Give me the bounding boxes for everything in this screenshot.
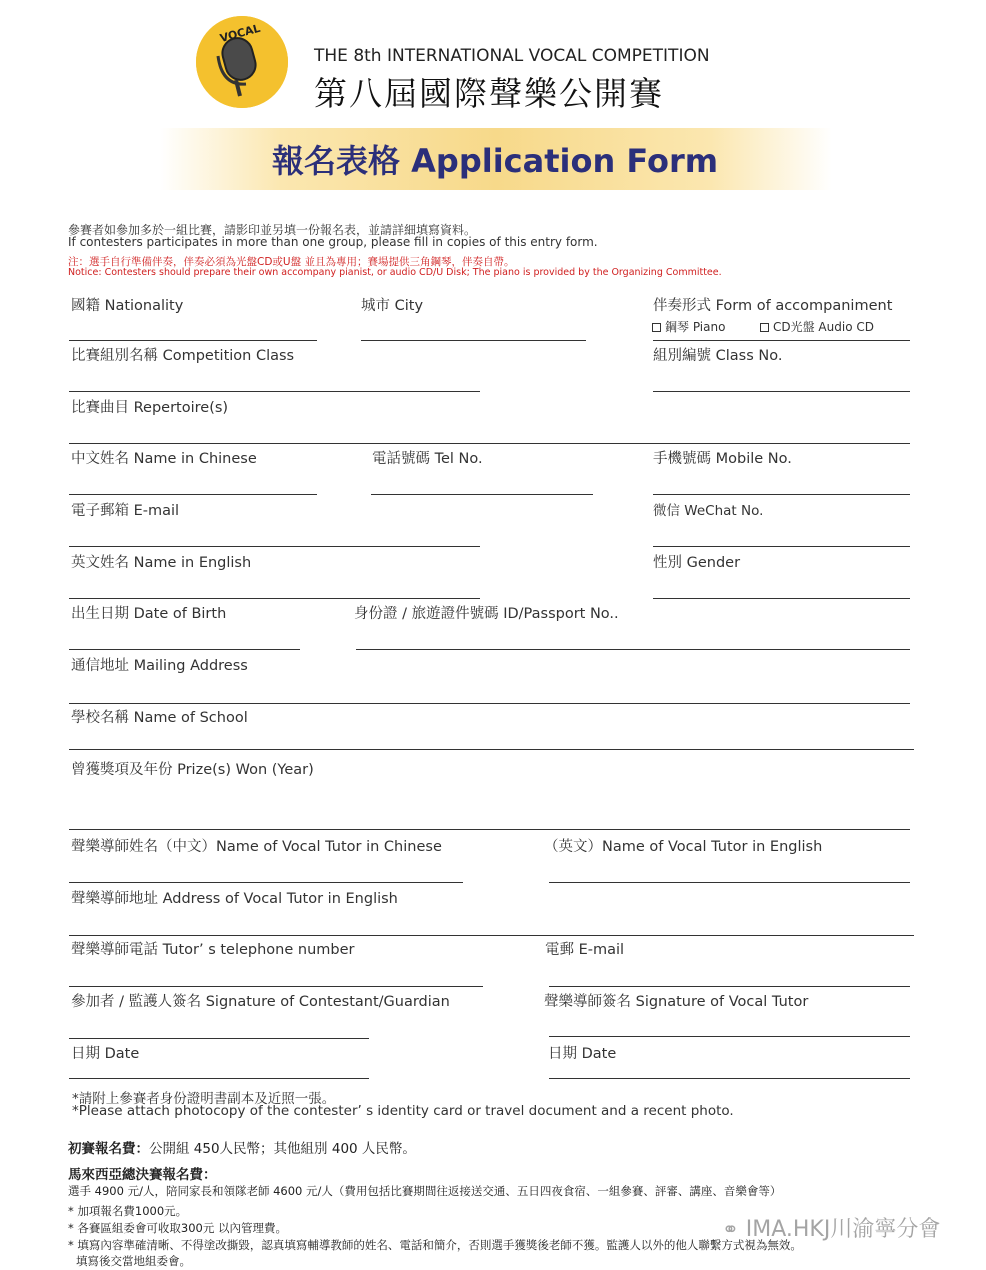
tutor-address-label: 聲樂導師地址 Address of Vocal Tutor in English	[71, 891, 398, 907]
competition-logo	[196, 16, 288, 108]
piano-option[interactable]	[652, 318, 725, 335]
tutor-name-en-field[interactable]	[549, 882, 910, 883]
tel-field[interactable]	[371, 494, 593, 495]
notice-zh: 注：選手自行準備伴奏，伴奏必須為光盤CD或U盤 並且為專用；賽場提供三角鋼琴，伴奏自帶。	[68, 256, 515, 268]
sig-tutor-field[interactable]	[549, 1036, 910, 1037]
cd-checkbox[interactable]	[760, 323, 769, 332]
school-field[interactable]	[69, 749, 914, 750]
sig-tutor-label: 聲樂導師簽名 Signature of Vocal Tutor	[544, 994, 809, 1010]
tutor-address-field[interactable]	[69, 935, 914, 936]
city-label: 城市 City	[361, 298, 424, 314]
id-passport-field[interactable]	[356, 649, 910, 650]
fee-note-3: * 填寫內容準確清晰、不得塗改撕毀，認真填寫輔導教師的姓名、電話和簡介，否則選手獲獎後老師不獲。監護人以外的他人聯繫方式視為無效。	[68, 1238, 802, 1252]
prelim-fee	[68, 1137, 416, 1157]
piano-option-label: 鋼琴 Piano	[665, 320, 726, 334]
fee-note-1: * 加項報名費1000元。	[68, 1204, 188, 1218]
tutor-tel-field[interactable]	[69, 986, 483, 987]
repertoire-label: 比賽曲目 Repertoire(s)	[71, 400, 229, 416]
name-english-label: 英文姓名 Name in English	[71, 555, 252, 571]
logo-text: VOCAL	[218, 21, 262, 45]
mailing-address-field[interactable]	[69, 703, 910, 704]
gender-label: 性別 Gender	[653, 555, 741, 571]
attach-note-zh: *請附上參賽者身份證明書副本及近照一張。	[72, 1091, 336, 1107]
tutor-name-en-label: （英文）Name of Vocal Tutor in English	[544, 839, 823, 855]
tutor-name-zh-label: 聲樂導師姓名（中文）Name of Vocal Tutor in Chinese	[71, 839, 442, 855]
mobile-label: 手機號碼 Mobile No.	[653, 451, 792, 467]
wechat-field[interactable]	[653, 546, 910, 547]
email-field[interactable]	[69, 546, 480, 547]
mailing-address-label: 通信地址 Mailing Address	[71, 658, 248, 674]
tutor-email-field[interactable]	[549, 986, 910, 987]
name-chinese-label: 中文姓名 Name in Chinese	[71, 451, 257, 467]
name-english-field[interactable]	[69, 598, 480, 599]
nationality-field[interactable]	[69, 340, 317, 341]
fee-note-4: 填寫後交當地組委會。	[76, 1254, 191, 1268]
tel-label: 電話號碼 Tel No.	[372, 451, 483, 467]
date1-label: 日期 Date	[71, 1046, 140, 1062]
fee-note-2: * 各賽區組委會可收取300元 以內管理費。	[68, 1221, 288, 1235]
tutor-tel-label: 聲樂導師電話 Tutor’ s telephone number	[71, 942, 355, 958]
class-no-field[interactable]	[653, 391, 910, 392]
cd-option[interactable]	[760, 318, 874, 335]
date2-label: 日期 Date	[548, 1046, 617, 1062]
id-passport-label: 身份證 / 旅遊證件號碼 ID/Passport No..	[354, 606, 619, 622]
date1-field[interactable]	[69, 1078, 369, 1079]
note-zh: 參賽者如參加多於一組比賽，請影印並另填一份報名表，並請詳細填寫資料。	[68, 223, 477, 237]
accompaniment-label: 伴奏形式 Form of accompaniment	[653, 298, 893, 314]
class-no-label: 組別編號 Class No.	[653, 348, 783, 364]
note-en: If contesters participates in more than one group, please fill in copies of this entry form.	[68, 235, 598, 249]
wechat-icon: ⚭	[722, 1217, 739, 1241]
prizes-label: 曾獲獎項及年份 Prize(s) Won (Year)	[71, 762, 314, 778]
email-label: 電子郵箱 E-mail	[71, 503, 180, 519]
competition-class-label: 比賽組別名稱 Competition Class	[71, 348, 295, 364]
dob-label: 出生日期 Date of Birth	[71, 606, 227, 622]
watermark-text: IMA.HKJ川渝寧分會	[745, 1217, 941, 1242]
attach-note-en: *Please attach photocopy of the contester’ s identity card or travel document and a recent photo.	[72, 1103, 734, 1119]
prizes-field[interactable]	[69, 829, 910, 830]
prelim-fee-text: 公開組 450人民幣；其他組別 400 人民幣。	[149, 1141, 416, 1157]
accompaniment-line	[653, 340, 910, 341]
dob-field[interactable]	[69, 649, 300, 650]
watermark	[722, 1212, 940, 1243]
final-fee-label: 馬來西亞總決賽報名費：	[68, 1167, 217, 1183]
tutor-email-label: 電郵 E-mail	[545, 942, 625, 958]
piano-checkbox[interactable]	[652, 323, 661, 332]
nationality-label: 國籍 Nationality	[71, 298, 184, 314]
tutor-name-zh-field[interactable]	[69, 882, 463, 883]
cd-option-label: CD光盤 Audio CD	[773, 320, 874, 334]
name-chinese-field[interactable]	[69, 494, 317, 495]
notice-en: Notice: Contesters should prepare their own accompany pianist, or audio CD/U Disk; The piano is provided by the Organizing Committee.	[68, 267, 722, 278]
form-title-zh: 報名表格	[272, 142, 401, 180]
repertoire-field[interactable]	[69, 443, 910, 444]
prelim-fee-label: 初賽報名費：	[68, 1141, 149, 1157]
final-fee-text: 選手 4900 元/人，陪同家長和領隊老師 4600 元/人（費用包括比賽期間往返接送交通、五日四夜食宿、一組參賽、評審、講座、音樂會等）	[68, 1184, 782, 1198]
title-zh: 第八屆國際聲樂公開賽	[314, 74, 664, 113]
competition-class-field[interactable]	[69, 391, 480, 392]
title-en: THE 8th INTERNATIONAL VOCAL COMPETITION	[314, 46, 710, 66]
date2-field[interactable]	[549, 1078, 910, 1079]
sig-contestant-label: 參加者 / 監護人簽名 Signature of Contestant/Guardian	[71, 994, 450, 1010]
form-title	[272, 136, 718, 182]
wechat-label: 微信 WeChat No.	[653, 503, 764, 519]
form-title-en: Application Form	[411, 142, 719, 180]
school-label: 學校名稱 Name of School	[71, 710, 248, 726]
city-field[interactable]	[361, 340, 586, 341]
mobile-field[interactable]	[653, 494, 910, 495]
sig-contestant-field[interactable]	[69, 1038, 369, 1039]
gender-field[interactable]	[653, 598, 910, 599]
